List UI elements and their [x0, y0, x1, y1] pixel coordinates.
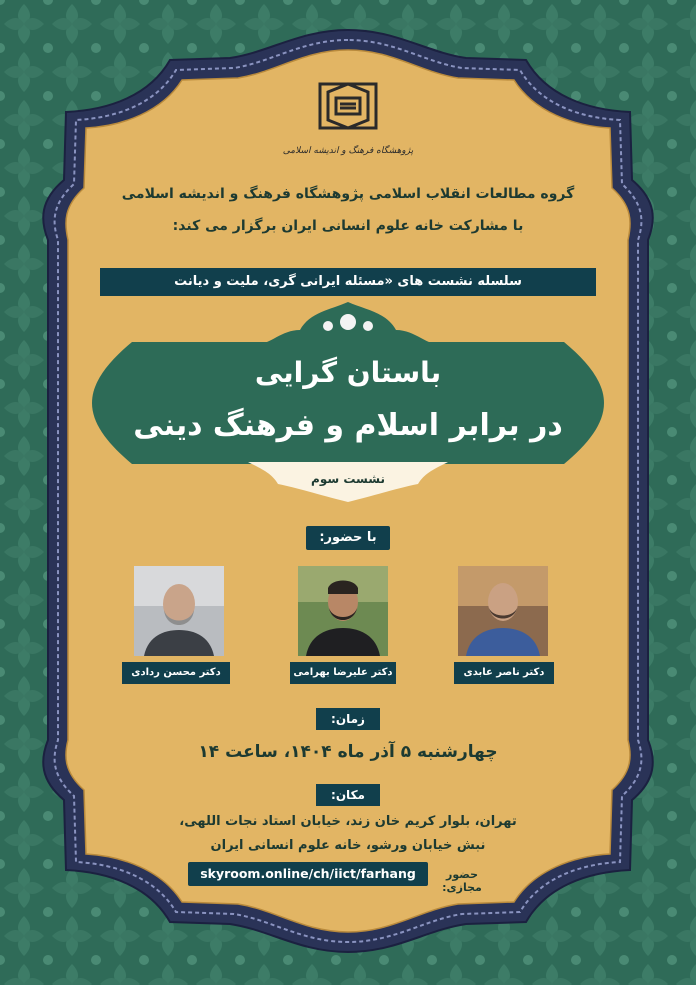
address-line2: نبش خیابان ورشو، خانه علوم انسانی ایران	[210, 838, 486, 853]
speaker-portrait-icon	[458, 566, 548, 656]
speaker-photo	[298, 566, 388, 656]
presence-label: با حضور:	[306, 526, 390, 550]
time-label: زمان:	[316, 708, 380, 730]
speaker-name: دکتر محسن ردادی	[122, 662, 230, 684]
speaker-photo	[134, 566, 224, 656]
speaker-name: دکتر ناصر عابدی	[454, 662, 554, 684]
address-line1: تهران، بلوار کریم خان زند، خیابان استاد نجات اللهی،	[179, 814, 517, 829]
speaker-portrait-icon	[298, 566, 388, 656]
partner-line: با مشارکت خانه علوم انسانی ایران برگزار می کند:	[172, 218, 524, 234]
institute-logo	[306, 80, 390, 140]
virtual-label: حضور مجازی:	[442, 868, 482, 894]
series-banner: سلسله نشست های «مسئله ایرانی گری، ملیت و دیانت	[100, 268, 596, 296]
event-title-line2: در برابر اسلام و فرهنگ دینی	[133, 408, 563, 443]
event-datetime: چهارشنبه ۵ آذر ماه ۱۴۰۴، ساعت ۱۴	[198, 742, 498, 762]
online-link[interactable]: skyroom.online/ch/iict/farhang	[188, 862, 428, 886]
title-ornament	[250, 300, 446, 346]
logo-caption: پژوهشگاه فرهنگ و اندیشه اسلامی	[282, 146, 414, 156]
speaker-photo	[458, 566, 548, 656]
speaker-name: دکتر علیرضا بهرامی	[290, 662, 396, 684]
organizer-line: گروه مطالعات انقلاب اسلامی پژوهشگاه فرهنگ و اندیشه اسلامی	[121, 186, 575, 202]
speaker-portrait-icon	[134, 566, 224, 656]
event-title-line1: باستان گرایی	[254, 356, 442, 389]
place-label: مکان:	[316, 784, 380, 806]
session-number: نشست سوم	[311, 472, 385, 486]
